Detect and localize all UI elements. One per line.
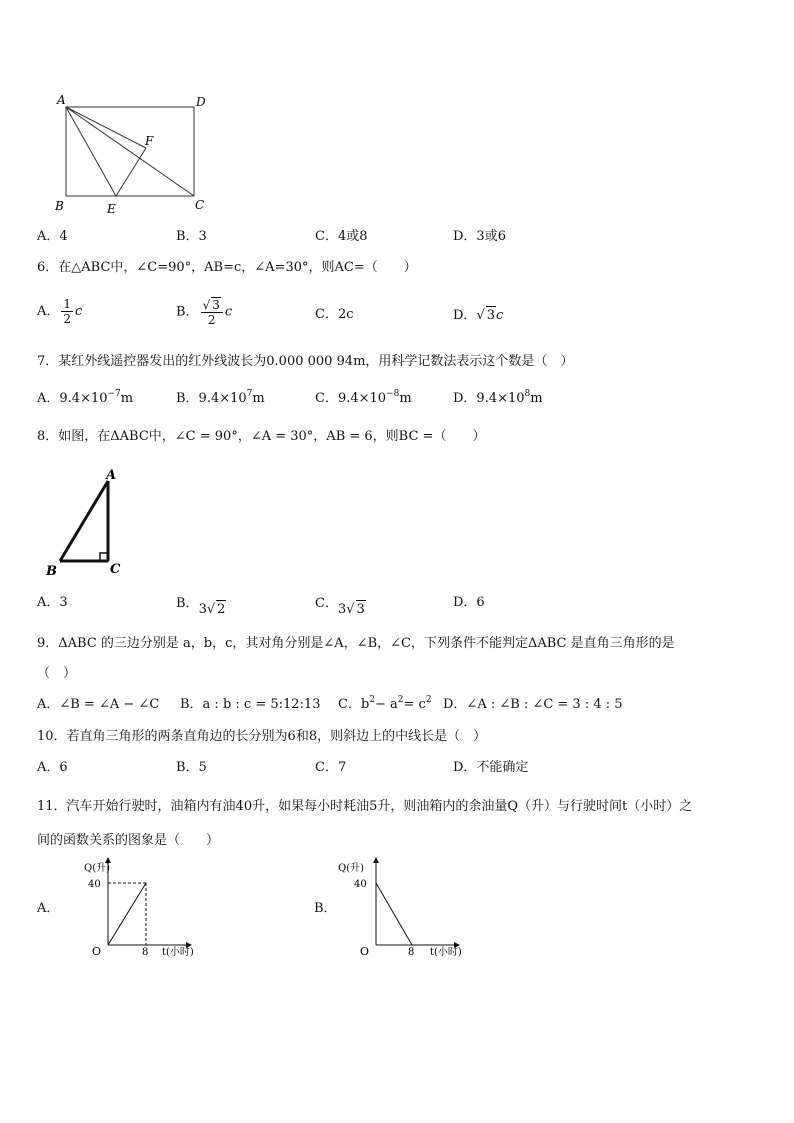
- q6-a-den: 2: [63, 312, 72, 326]
- q7-c-unit: m: [399, 391, 412, 406]
- label-F: F: [145, 134, 154, 148]
- label-C: C: [195, 198, 205, 212]
- label-B: B: [55, 199, 64, 213]
- q8-option-c[interactable]: [315, 594, 366, 617]
- q6-option-a[interactable]: [37, 297, 82, 326]
- q11-a-line: [108, 883, 146, 945]
- q8-c-label: C．: [315, 596, 338, 611]
- q9-c-post: = c: [403, 697, 426, 712]
- q7-stem: 7．某红外线遥控器发出的红外线波长为0.000 000 94m，用科学记数法表示这个数是（ ）: [37, 354, 574, 369]
- q9-paren: （ ）: [37, 666, 77, 681]
- q11-option-b-label[interactable]: B．: [314, 901, 337, 916]
- q6-a-fraction: [61, 297, 73, 326]
- q8-figure: [40, 465, 140, 580]
- q7-option-d[interactable]: [453, 390, 543, 408]
- q7-option-a[interactable]: [37, 390, 133, 408]
- q6-b-rad: 3: [212, 298, 220, 312]
- q7-d-unit: m: [530, 391, 543, 406]
- q8-b-coef: 3: [198, 602, 207, 617]
- q8-label-B: B: [46, 564, 57, 579]
- segment-ac: [66, 107, 194, 196]
- q7-a-exp: −7: [107, 389, 121, 399]
- q6-option-d[interactable]: D．√ 3c: [453, 308, 504, 323]
- q9-stem: 9．ΔABC 的三边分别是 a，b，c，其对角分别是∠A，∠B，∠C，下列条件不能判定ΔABC 是直角三角形的是: [37, 636, 675, 651]
- q8-stem: 8．如图，在ΔABC中，∠C = 90°，∠A = 30°，AB = 6，则BC =（ ）: [37, 429, 486, 444]
- q8-option-b[interactable]: [176, 594, 226, 617]
- q9-c-sup3: 2: [425, 695, 432, 705]
- q8-c-rad: 3: [356, 602, 365, 617]
- q9-option-d[interactable]: D．∠A : ∠B : ∠C = 3 : 4 : 5: [443, 697, 623, 712]
- q11-stem-line1: 11．汽车开始行驶时，油箱内有油40升，如果每小时耗油5升，则油箱内的余油量Q（升）与行驶时间t（小时）之: [37, 799, 693, 814]
- q9-c-mid: − a: [375, 697, 398, 712]
- q11-option-a-label[interactable]: A．: [37, 901, 60, 916]
- q8-option-a[interactable]: A．3: [37, 595, 68, 610]
- q11-graph-b[interactable]: [338, 855, 476, 965]
- q11-a-ylabel: Q(升): [84, 863, 111, 874]
- q5-option-b[interactable]: B．3: [176, 229, 207, 244]
- q5-option-d[interactable]: D．3或6: [453, 229, 506, 244]
- q5-option-c[interactable]: C．4或8: [315, 229, 368, 244]
- q8-label-A: A: [106, 468, 117, 483]
- q7-option-c[interactable]: [315, 390, 412, 408]
- q6-b-fraction: [201, 297, 223, 327]
- q11-b-xlabel: t(小时): [430, 947, 462, 958]
- q11-a-origin: O: [92, 945, 102, 958]
- q10-option-b[interactable]: B．5: [176, 760, 207, 775]
- q6-b-var: c: [224, 304, 233, 320]
- q8-c-coef: 3: [337, 602, 347, 617]
- q11-stem-line2: 间的函数关系的图象是（ ）: [37, 833, 220, 848]
- q11-a-ytick: 40: [88, 879, 101, 890]
- q10-option-a[interactable]: A．6: [37, 760, 68, 775]
- q9-c-sup1: 2: [369, 695, 376, 705]
- q8-label-C: C: [110, 562, 121, 577]
- q7-option-b[interactable]: [176, 390, 265, 408]
- q11-graph-a[interactable]: [78, 855, 208, 965]
- q7-a-unit: m: [120, 391, 134, 406]
- q11-b-xtick: 8: [408, 947, 415, 958]
- q7-c-text: C．9.4×10: [315, 391, 387, 406]
- q7-b-text: B．9.4×10: [176, 391, 247, 406]
- q11-b-line: [376, 883, 412, 945]
- q6-d-rad: 3: [486, 308, 496, 323]
- q6-option-b[interactable]: [176, 297, 232, 327]
- q11-b-ylabel: Q(升): [338, 863, 365, 874]
- q6-option-c[interactable]: C．2c: [315, 307, 354, 322]
- segment-ef: [116, 148, 146, 196]
- q6-stem: 6．在△ABC中，∠C=90°，AB=c，∠A=30°，则AC=（ ）: [37, 260, 417, 275]
- q6-d-var: c: [496, 308, 504, 323]
- q10-option-c[interactable]: C．7: [315, 760, 347, 775]
- q5-option-a[interactable]: A．4: [37, 229, 68, 244]
- q8-b-label: B．: [176, 596, 199, 611]
- q6-a-var: c: [75, 304, 83, 319]
- q10-stem: 10．若直角三角形的两条直角边的长分别为6和8，则斜边上的中线长是（ ）: [37, 729, 487, 744]
- q9-option-c[interactable]: [338, 696, 432, 714]
- q9-option-b[interactable]: B．a : b : c = 5:12:13: [180, 697, 321, 712]
- q6-b-den: 2: [207, 313, 216, 327]
- q5-figure: [50, 90, 210, 220]
- q8-option-d[interactable]: D．6: [453, 595, 485, 610]
- q7-d-exp: 8: [524, 389, 531, 399]
- q9-option-a[interactable]: A．∠B = ∠A − ∠C: [37, 697, 160, 712]
- q6-a-num: 1: [63, 297, 72, 311]
- q11-a-xtick: 8: [142, 947, 149, 958]
- q8-b-value: 3√ 2: [198, 602, 226, 617]
- q7-a-text: A．9.4×10: [37, 391, 108, 406]
- q6-a-label: A．: [37, 304, 60, 319]
- label-D: D: [196, 95, 206, 109]
- label-A: A: [57, 93, 66, 107]
- label-E: E: [107, 202, 116, 216]
- q6-d-label: D．: [453, 308, 477, 323]
- q6-b-num: √ 3: [201, 297, 223, 313]
- q7-b-unit: m: [252, 391, 265, 406]
- q10-option-d[interactable]: D．不能确定: [453, 760, 529, 775]
- q11-a-xlabel: t(小时): [162, 947, 194, 958]
- q7-d-text: D．9.4×10: [453, 391, 525, 406]
- q8-c-value: 3√ 3: [337, 602, 365, 617]
- q9-c-pre: C．b: [338, 697, 370, 712]
- q6-b-label: B．: [176, 304, 199, 320]
- q11-b-origin: O: [360, 945, 370, 958]
- q8-b-rad: 2: [217, 602, 226, 617]
- q9-c-sup2: 2: [397, 695, 404, 705]
- q7-c-exp: −8: [386, 389, 400, 399]
- q7-b-exp: 7: [246, 389, 253, 399]
- q11-b-ytick: 40: [354, 879, 367, 890]
